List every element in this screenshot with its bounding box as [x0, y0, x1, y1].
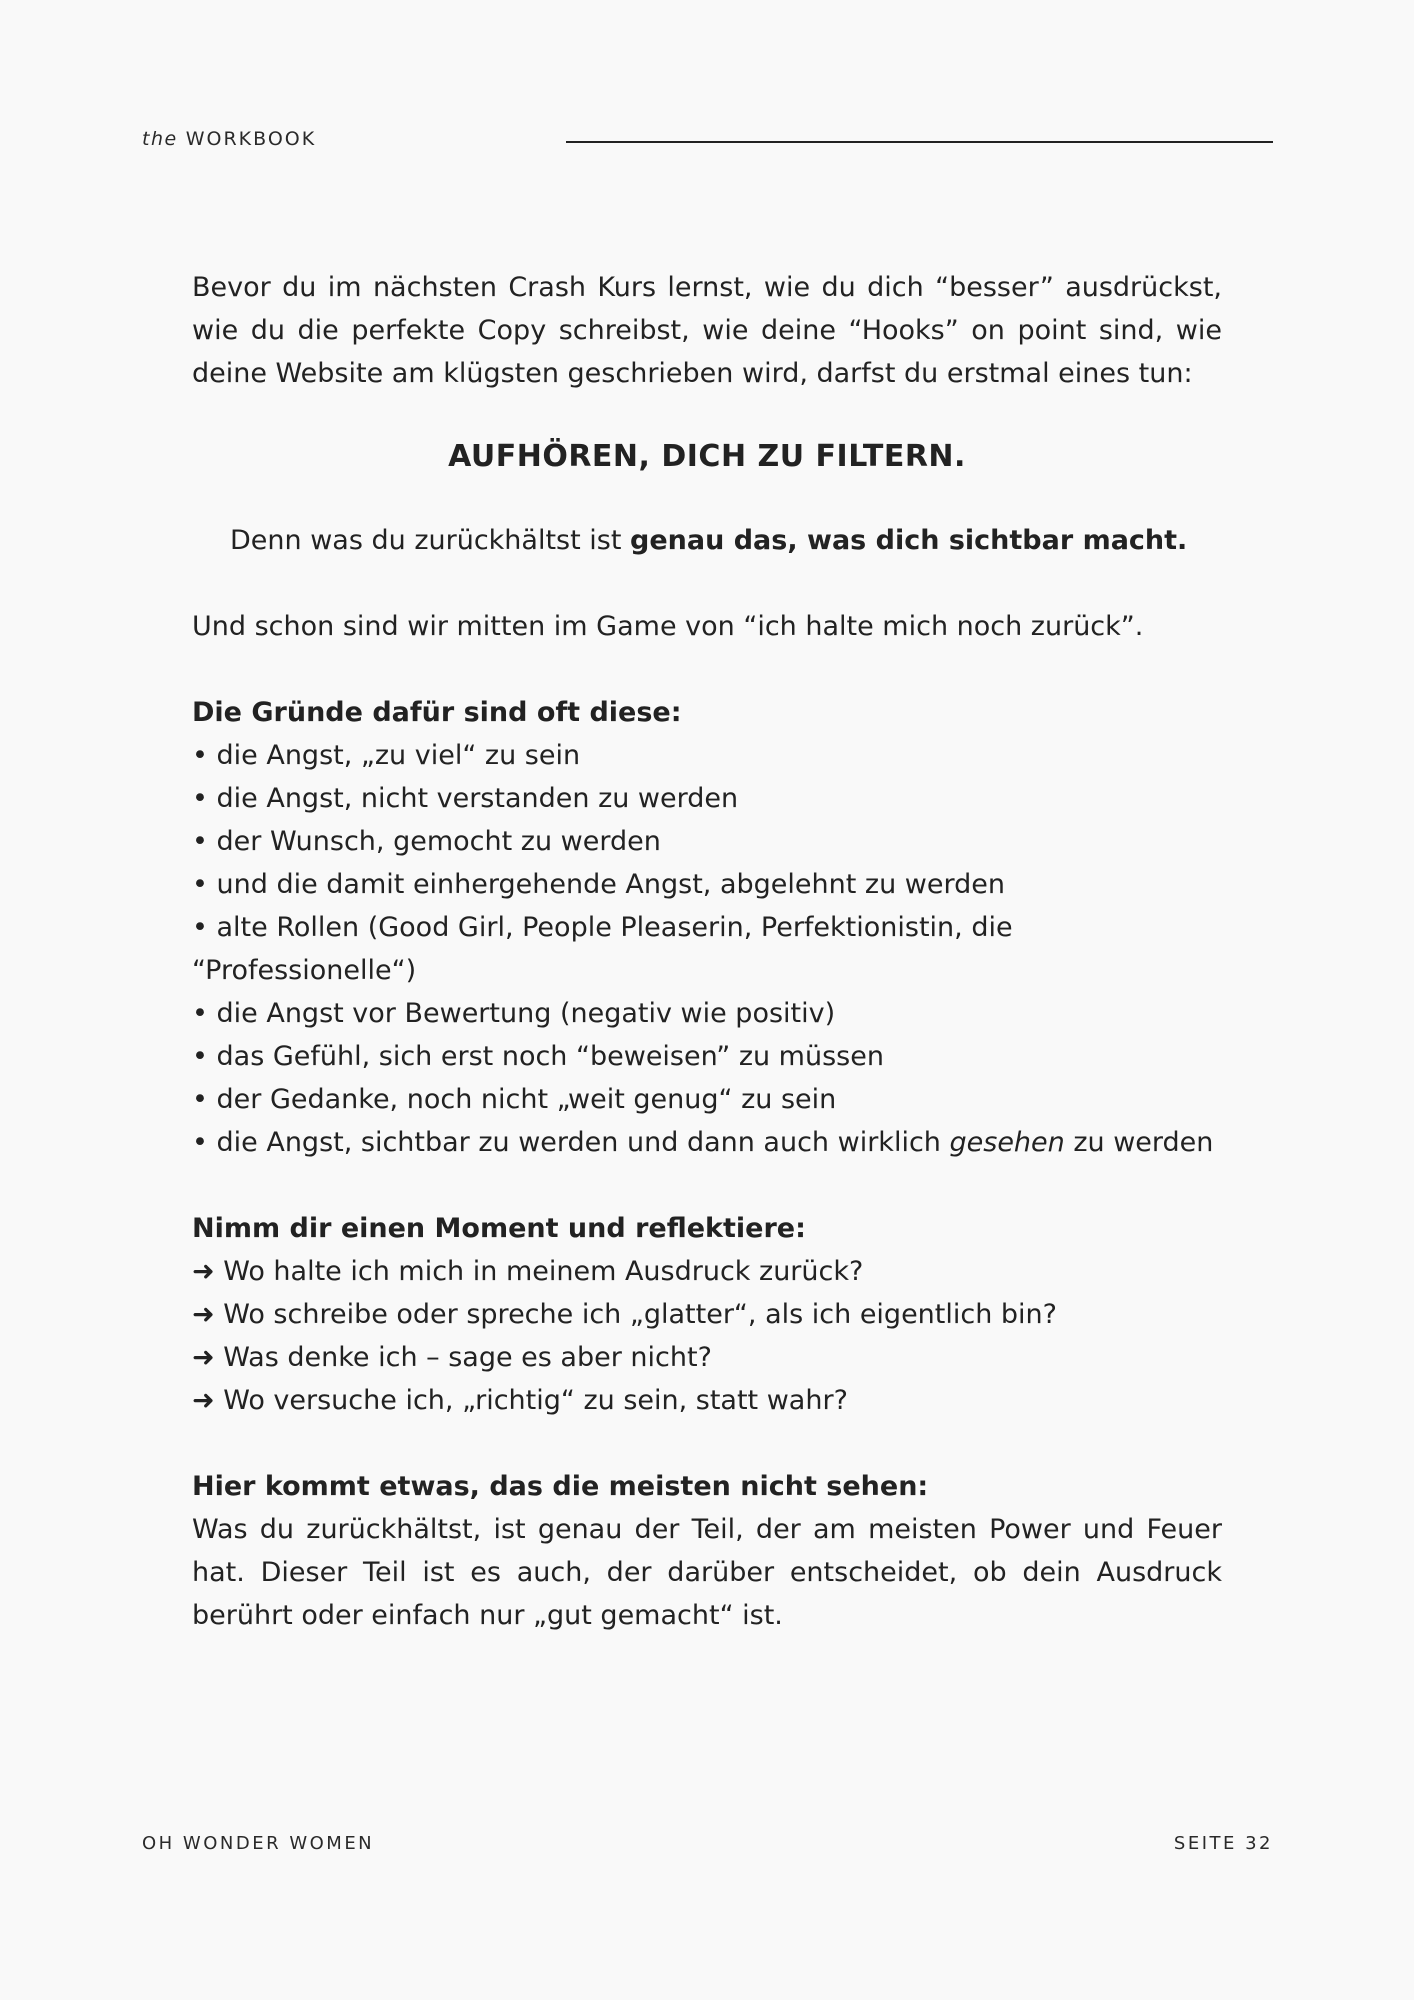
page-number: SEITE 32: [1173, 1833, 1273, 1854]
list-item-emphasis: gesehen: [949, 1127, 1065, 1158]
list-item-text: • die Angst, sichtbar zu werden und dann auch wirklich: [192, 1127, 950, 1158]
list-item: [192, 1121, 1222, 1164]
page-content: [192, 266, 1222, 1637]
list-item: • alte Rollen (Good Girl, People Pleaserin, Perfektionistin, die “Professionelle“): [192, 912, 1013, 986]
list-item: ➜ Wo versuche ich, „richtig“ zu sein, statt wahr?: [192, 1385, 848, 1416]
list-item: • das Gefühl, sich erst noch “beweisen” zu müssen: [192, 1041, 884, 1072]
secret-title: Hier kommt etwas, das die meisten nicht sehen:: [192, 1471, 929, 1502]
tagline-bold: genau das, was dich sichtbar macht.: [630, 525, 1188, 556]
reflect-list: [192, 1250, 1222, 1422]
list-item: ➜ Wo schreibe oder spreche ich „glatter“, als ich eigentlich bin?: [192, 1299, 1058, 1330]
list-item-text-end: zu werden: [1064, 1127, 1214, 1158]
header-label-text: WORKBOOK: [185, 128, 317, 150]
list-item: • der Wunsch, gemocht zu werden: [192, 826, 661, 857]
list-item: • die Angst, „zu viel“ zu sein: [192, 740, 581, 771]
footer-brand: OH WONDER WOMEN: [142, 1833, 375, 1854]
header-label-em: the: [142, 128, 178, 150]
page-heading: AUFHÖREN, DICH ZU FILTERN.: [448, 439, 966, 474]
reflect-title: Nimm dir einen Moment und reflektiere:: [192, 1213, 806, 1244]
secret-paragraph: Was du zurückhältst, ist genau der Teil, der am meisten Power und Feuer hat. Dieser Teil ist es auch, der darüber entscheidet, ob dein Ausdruck berührt oder einfach nur „gut gemacht“ ist.: [192, 1514, 1222, 1631]
tagline-plain: Denn was du zurückhältst ist: [230, 525, 631, 556]
list-item: ➜ Was denke ich – sage es aber nicht?: [192, 1342, 712, 1373]
header-rule: [566, 141, 1273, 143]
tagline: [230, 519, 1222, 562]
header-label: [142, 128, 316, 150]
list-item: • die Angst vor Bewertung (negativ wie positiv): [192, 998, 836, 1029]
list-item: ➜ Wo halte ich mich in meinem Ausdruck zurück?: [192, 1256, 864, 1287]
list-item: • und die damit einhergehende Angst, abgelehnt zu werden: [192, 869, 1005, 900]
game-paragraph: Und schon sind wir mitten im Game von “ich halte mich noch zurück”.: [192, 611, 1144, 642]
reasons-list: [192, 734, 1222, 1164]
list-item: • die Angst, nicht verstanden zu werden: [192, 783, 739, 814]
reasons-title: Die Gründe dafür sind oft diese:: [192, 697, 682, 728]
intro-paragraph: Bevor du im nächsten Crash Kurs lernst, wie du dich “besser” ausdrückst, wie du die perfekte Copy schreibst, wie deine “Hooks” on point sind, wie deine Website am klügsten geschrieben wird, darfst du erstmal eines tun:: [192, 272, 1222, 389]
list-item: • der Gedanke, noch nicht „weit genug“ zu sein: [192, 1084, 837, 1115]
